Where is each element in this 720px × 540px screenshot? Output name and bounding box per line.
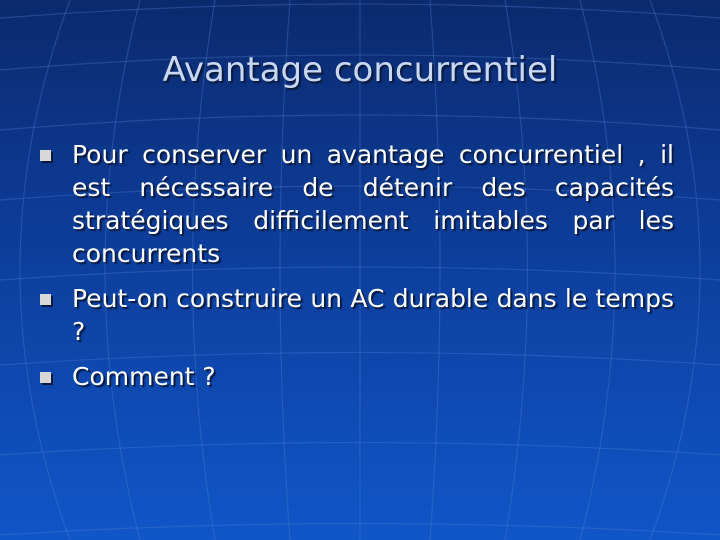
bullet-item	[36, 138, 674, 270]
bullet-text: Pour conserver un avantage concurrentiel , il est nécessaire de détenir des capacités stratégiques difficilement imitables par les concurrents	[72, 140, 674, 268]
square-bullet-icon	[40, 294, 51, 305]
square-bullet-icon	[40, 150, 51, 161]
bullet-item	[36, 282, 674, 348]
slide-title: Avantage concurrentiel	[162, 50, 558, 90]
bullet-text: Comment ?	[72, 362, 216, 391]
bullet-item	[36, 360, 674, 393]
bullet-text: Peut-on construire un AC durable dans le temps ?	[72, 284, 674, 346]
bullet-list	[36, 138, 674, 405]
square-bullet-icon	[40, 372, 51, 383]
